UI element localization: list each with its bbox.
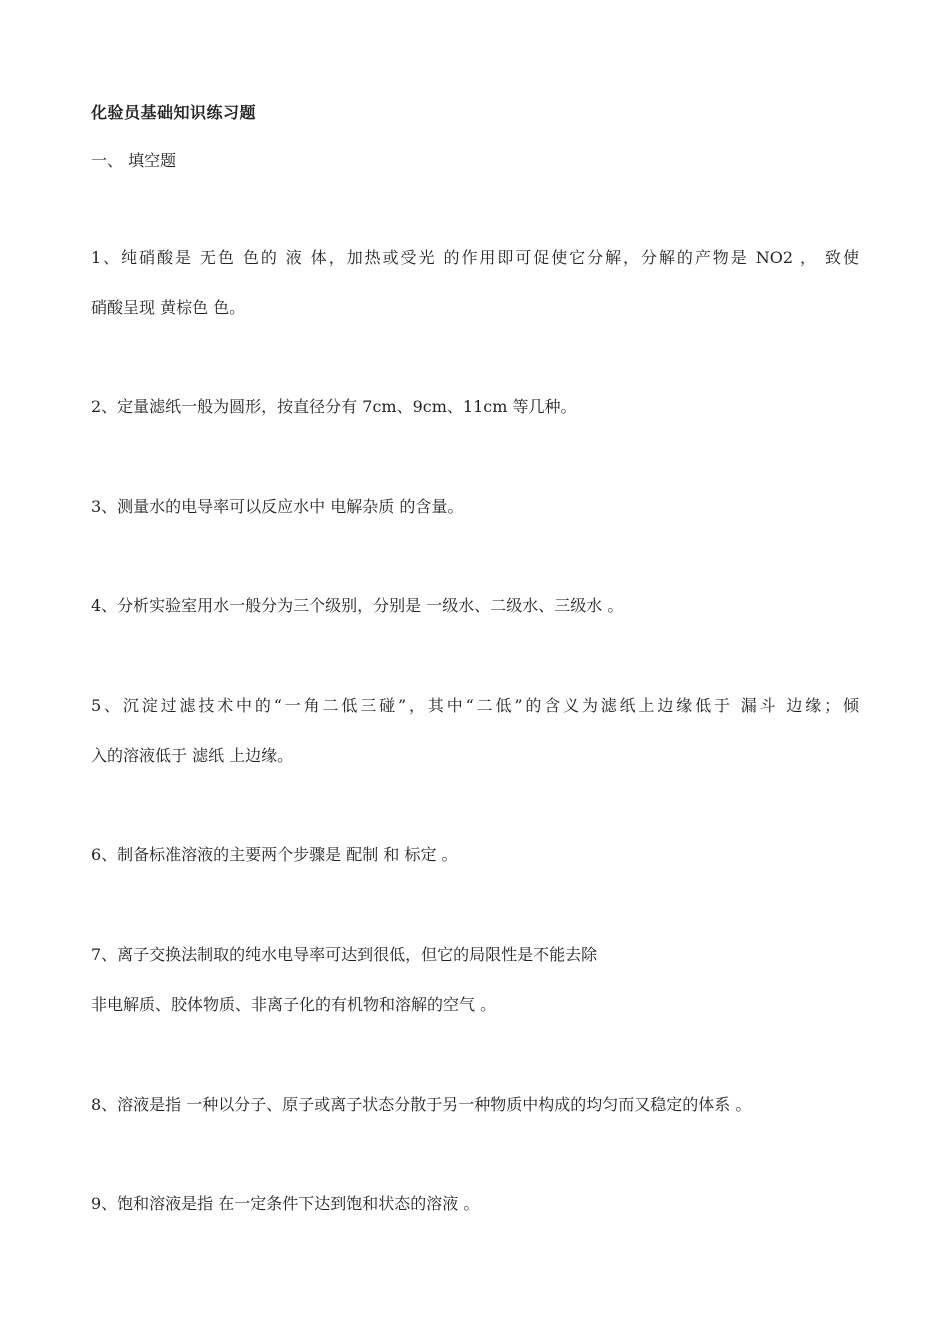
question-1-line-1: 1、纯硝酸是 无色 色的 液 体，加热或受光 的作用即可促使它分解，分解的产物是 NO2 ， 致使 bbox=[91, 248, 859, 267]
question-7-line-2: 非电解质、胶体物质、非离子化的有机物和溶解的空气 。 bbox=[91, 995, 497, 1014]
question-7-line-1: 7、离子交换法制取的纯水电导率可达到很低，但它的局限性是不能去除 bbox=[91, 945, 598, 964]
question-5-line-1: 5、沉淀过滤技术中的“一角二低三碰”，其中“二低”的含义为滤纸上边缘低于 漏斗 边缘；倾 bbox=[91, 696, 859, 715]
question-8-line-1: 8、溶液是指 一种以分子、原子或离子状态分散于另一种物质中构成的均匀而又稳定的体系 。 bbox=[91, 1095, 752, 1114]
question-2-line-1: 2、定量滤纸一般为圆形，按直径分有 7cm、9cm、11cm 等几种。 bbox=[91, 397, 577, 416]
question-9-line-1: 9、饱和溶液是指 在一定条件下达到饱和状态的溶液 。 bbox=[91, 1194, 480, 1213]
question-1-line-2: 硝酸呈现 黄棕色 色。 bbox=[91, 298, 246, 317]
question-6-line-1: 6、制备标准溶液的主要两个步骤是 配制 和 标定 。 bbox=[91, 845, 458, 864]
question-3-line-1: 3、测量水的电导率可以反应水中 电解杂质 的含量。 bbox=[91, 497, 464, 516]
section-heading: 一、 填空题 bbox=[91, 151, 177, 170]
question-5-line-2: 入的溶液低于 滤纸 上边缘。 bbox=[91, 746, 294, 765]
document-title: 化验员基础知识练习题 bbox=[91, 103, 257, 122]
question-4-line-1: 4、分析实验室用水一般分为三个级别，分别是 一级水、二级水、三级水 。 bbox=[91, 596, 624, 615]
